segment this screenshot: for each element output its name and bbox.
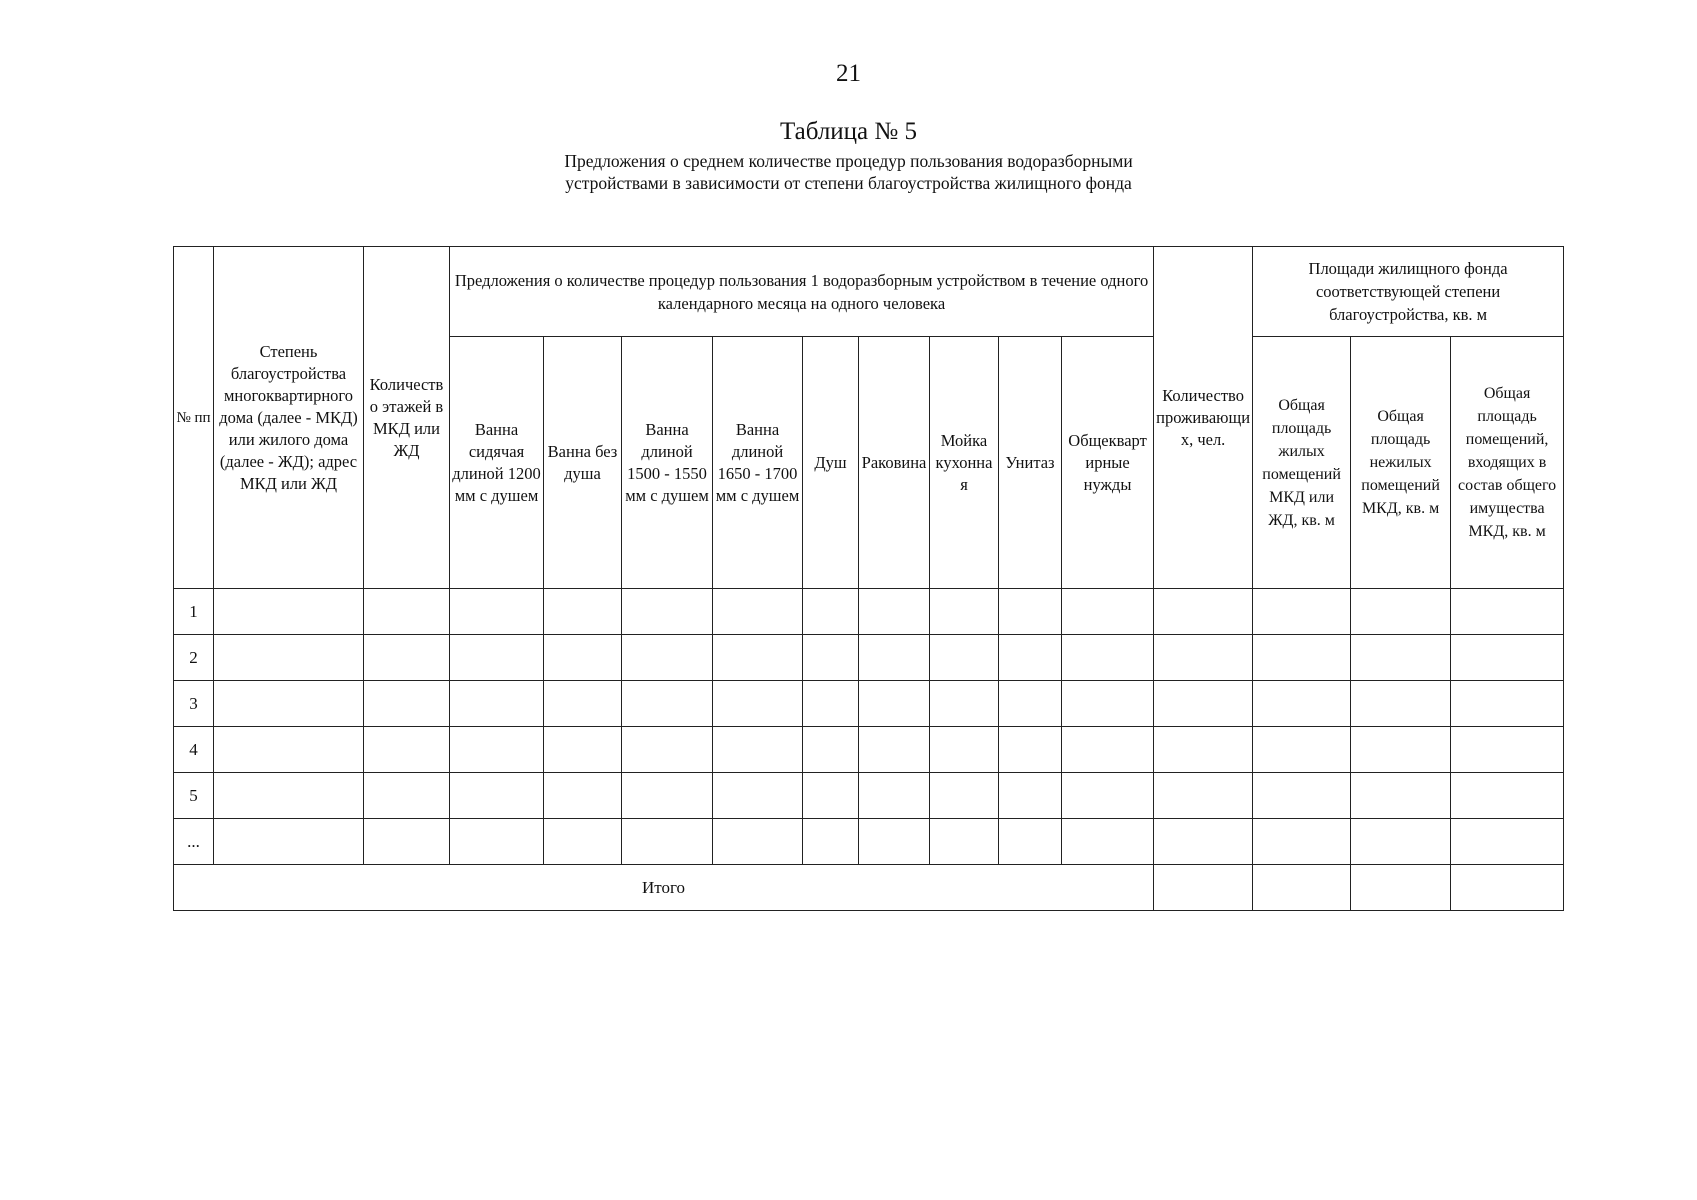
total-row [174, 865, 1564, 911]
header-common-needs: Общеквартирные нужды [1062, 337, 1154, 589]
row-number: 5 [174, 773, 214, 819]
header-kitchen-sink: Мойка кухонная [930, 337, 999, 589]
header-area-group: Площади жилищного фонда соответствующей степени благоустройства, кв. м [1253, 247, 1564, 337]
caption-line: Предложения о среднем количестве процедур пользования водоразборными [564, 151, 1133, 171]
header-bath-sitting: Ванна сидячая длиной 1200 мм с душем [450, 337, 544, 589]
page-number: 21 [836, 60, 861, 87]
table-row [174, 635, 1564, 681]
header-sink: Раковина [859, 337, 930, 589]
total-label: Итого [174, 865, 1154, 911]
table-row [174, 681, 1564, 727]
row-number: ... [174, 819, 214, 865]
table-row [174, 773, 1564, 819]
header-living-area: Общая площадь жилых помещений МКД или ЖД, кв. м [1253, 337, 1351, 589]
header-nonliving-area: Общая площадь нежилых помещений МКД, кв. м [1351, 337, 1451, 589]
row-number: 4 [174, 727, 214, 773]
table-caption [0, 150, 1697, 194]
header-improvement-degree: Степень благоустройства многоквартирного дома (далее - МКД) или жилого дома (далее - ЖД); адрес МКД или ЖД [214, 247, 364, 589]
row-number: 2 [174, 635, 214, 681]
header-procedures-group: Предложения о количестве процедур пользования 1 водоразборным устройством в течение одного календарного месяца на одного человека [450, 247, 1154, 337]
header-bath-1650: Ванна длиной 1650 - 1700 мм с душем [713, 337, 803, 589]
row-number: 1 [174, 589, 214, 635]
table-title: Таблица № 5 [779, 118, 918, 145]
header-number: № пп [174, 247, 214, 589]
table-row [174, 819, 1564, 865]
header-residents: Количество проживающих, чел. [1154, 247, 1253, 589]
header-bath-no-shower: Ванна без душа [544, 337, 622, 589]
procedures-table [173, 246, 1564, 911]
header-row-top [174, 247, 1564, 337]
header-shower: Душ [803, 337, 859, 589]
table-row [174, 589, 1564, 635]
header-common-property-area: Общая площадь помещений, входящих в состав общего имущества МКД, кв. м [1451, 337, 1564, 589]
caption-line: устройствами в зависимости от степени благоустройства жилищного фонда [565, 173, 1132, 193]
table-row [174, 727, 1564, 773]
row-number: 3 [174, 681, 214, 727]
header-floors: Количество этажей в МКД или ЖД [364, 247, 450, 589]
header-toilet: Унитаз [999, 337, 1062, 589]
header-bath-1500: Ванна длиной 1500 - 1550 мм с душем [622, 337, 713, 589]
